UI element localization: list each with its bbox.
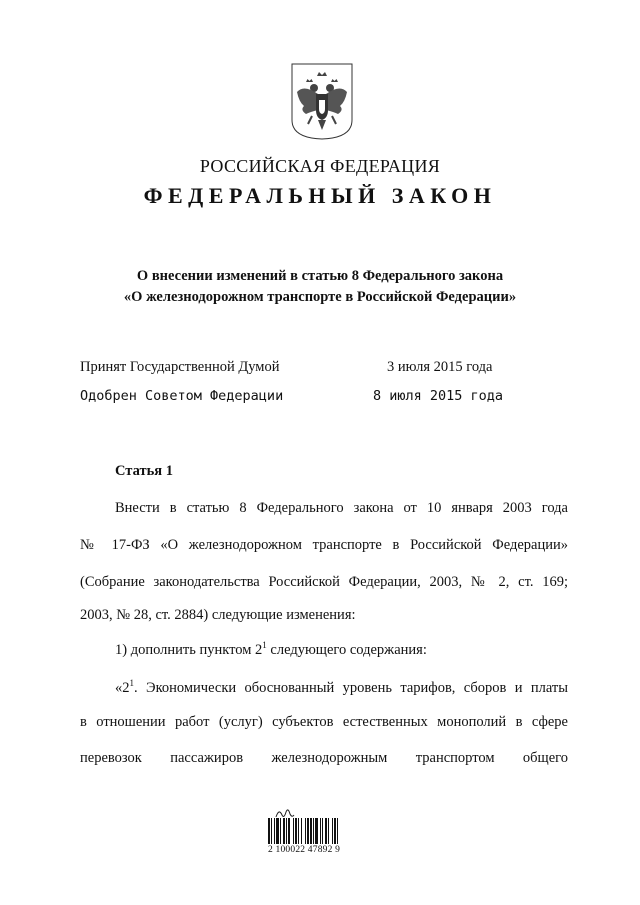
- law-title-line-1: О внесении изменений в статью 8 Федерального закона: [136, 268, 504, 284]
- law-type-heading: ФЕДЕРАЛЬНЫЙ ЗАКОН: [143, 183, 497, 208]
- article-heading: Статья 1: [115, 463, 173, 479]
- article-line-1: Внести в статью 8 Федерального закона от 10 января 2003 года: [115, 500, 568, 516]
- barcode-icon: [268, 818, 360, 844]
- barcode-bar: [301, 818, 302, 844]
- article-line-3: (Собрание законодательства Российской Федерации, 2003, № 2, ст. 169;: [80, 574, 568, 590]
- council-approved-date: 8 июля 2015 года: [373, 388, 504, 404]
- quote-point: «2: [115, 680, 130, 696]
- duma-adopted-date: 3 июля 2015 года: [387, 359, 493, 375]
- quote-line-2: в отношении работ (услуг) субъектов естественных монополий в сфере: [80, 714, 568, 730]
- barcode-bar: [332, 818, 333, 844]
- item-1-superscript: 1: [262, 640, 267, 651]
- article-line-2: № 17-ФЗ «О железнодорожном транспорте в Российской Федерации»: [80, 537, 568, 553]
- barcode-bar: [337, 818, 338, 844]
- law-title: [0, 266, 640, 308]
- quote-line-1: [115, 680, 568, 697]
- item-1-text-end: следующего содержания:: [266, 642, 427, 658]
- barcode-bar: [271, 818, 272, 844]
- barcode-bar: [286, 818, 287, 844]
- barcode-bar: [328, 818, 329, 844]
- barcode-bar: [325, 818, 327, 844]
- coat-of-arms-icon: [290, 62, 354, 140]
- duma-adopted-label: Принят Государственной Думой: [80, 359, 280, 375]
- barcode-bar: [274, 818, 275, 844]
- barcode-bar: [313, 818, 314, 844]
- quote-text: . Экономически обоснованный уровень тарифов, сборов и платы: [134, 680, 568, 696]
- barcode-bar: [334, 818, 336, 844]
- barcode-bar: [280, 818, 281, 844]
- article-item-1: [115, 642, 568, 659]
- barcode-bar: [276, 818, 279, 844]
- country-heading: РОССИЙСКАЯ ФЕДЕРАЦИЯ: [199, 156, 441, 176]
- barcode-bar: [293, 818, 294, 844]
- barcode-number: 2 100022 47892 9: [268, 845, 341, 855]
- item-1-text: 1) дополнить пунктом 2: [115, 642, 263, 658]
- council-approved-label: Одобрен Советом Федерации: [80, 388, 284, 404]
- barcode-bar: [322, 818, 323, 844]
- barcode-bar: [315, 818, 318, 844]
- article-line-4: 2003, № 28, ст. 2884) следующие изменения:: [80, 607, 356, 623]
- barcode-bar: [295, 818, 297, 844]
- barcode-bar: [310, 818, 312, 844]
- barcode-bar: [305, 818, 306, 844]
- barcode-bar: [283, 818, 285, 844]
- barcode-bar: [288, 818, 290, 844]
- barcode-bar: [298, 818, 299, 844]
- law-title-line-2: «О железнодорожном транспорте в Российской Федерации»: [123, 289, 517, 305]
- quote-line-3: перевозок пассажиров железнодорожным транспортом общего: [80, 750, 568, 766]
- quote-superscript: 1: [129, 678, 134, 689]
- barcode-bar: [320, 818, 321, 844]
- barcode-bar: [307, 818, 309, 844]
- barcode-bar: [268, 818, 270, 844]
